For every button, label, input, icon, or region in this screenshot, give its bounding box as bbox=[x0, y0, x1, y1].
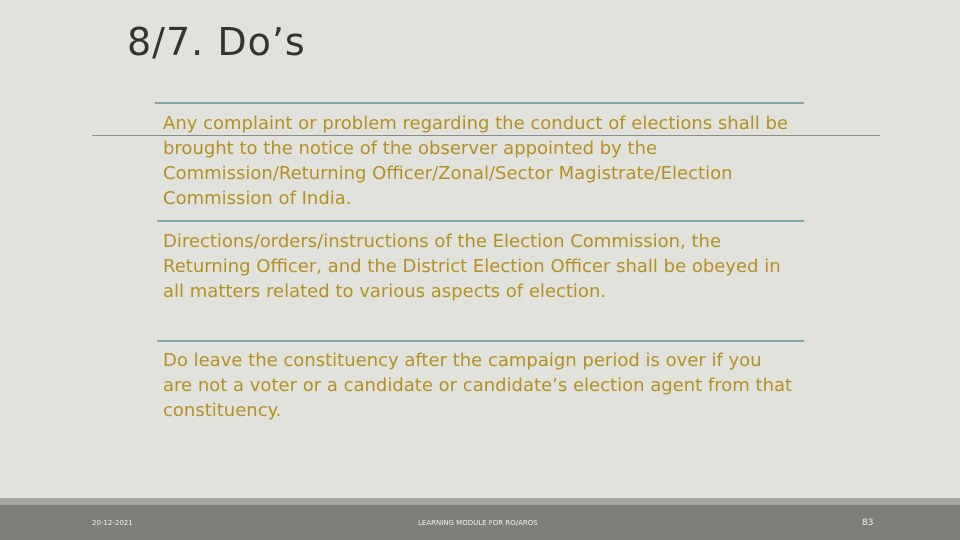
footer-strip bbox=[0, 498, 960, 505]
divider-line bbox=[157, 340, 804, 342]
footer-date: 20-12-2021 bbox=[92, 519, 133, 527]
divider-line bbox=[155, 102, 804, 104]
page-number: 83 bbox=[862, 518, 874, 528]
bullet-point-2: Directions/orders/instructions of the Election Commission, the Returning Officer, and the District Election Officer shall be obeyed in all matters related to various aspects of election. bbox=[163, 231, 781, 302]
bullet-point-3: Do leave the constituency after the campaign period is over if you are not a voter or a candidate or candidate’s election agent from that constituency. bbox=[163, 350, 793, 421]
bullet-point-1: Any complaint or problem regarding the conduct of elections shall be brought to the notice of the observer appointed by the Commission/Returning Officer/Zonal/Sector Magistrate/Election Commission of India. bbox=[163, 113, 788, 209]
slide-title: 8/7. Do’s bbox=[127, 20, 306, 64]
divider-line bbox=[157, 220, 804, 222]
footer-title: LEARNING MODULE FOR RO/AROS bbox=[418, 519, 538, 527]
